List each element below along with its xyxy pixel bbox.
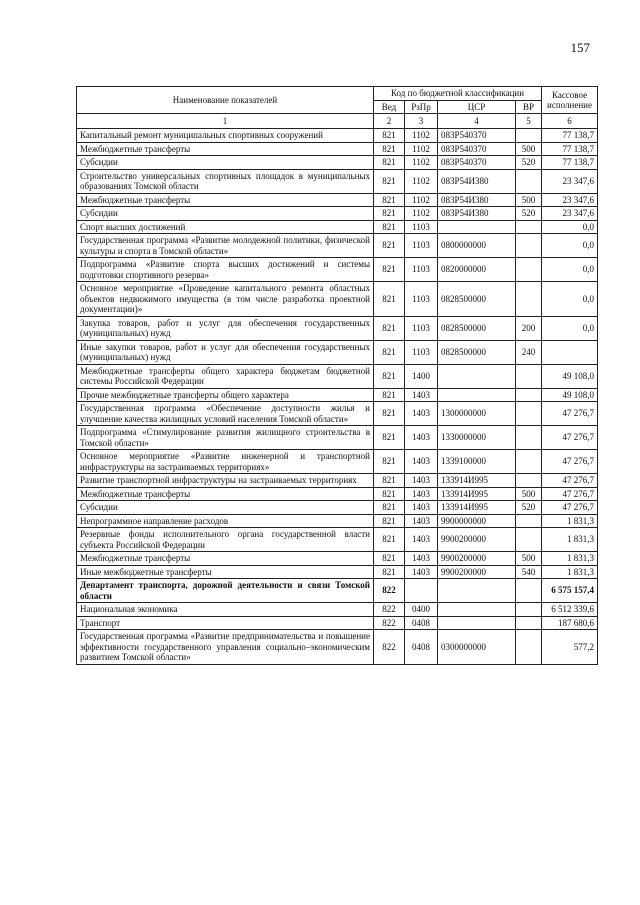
cell-vr <box>516 514 542 528</box>
cell-name: Межбюджетные трансферты <box>77 487 374 501</box>
cell-amount: 1 831,3 <box>542 565 598 579</box>
cell-csr <box>438 388 516 402</box>
cell-rzpr: 1403 <box>405 514 438 528</box>
cell-vr: 500 <box>516 142 542 156</box>
cell-rzpr: 0408 <box>405 630 438 665</box>
table-row <box>77 514 598 528</box>
cell-amount: 0,0 <box>542 234 598 258</box>
cell-csr <box>438 220 516 234</box>
cell-ved: 822 <box>374 579 405 603</box>
cell-vr: 520 <box>516 207 542 221</box>
cell-csr: 9900200000 <box>438 528 516 552</box>
cell-name: Закупка товаров, работ и услуг для обеспечения государственных (муниципальных) нужд <box>77 316 374 340</box>
cell-csr: 1300000000 <box>438 402 516 426</box>
cell-rzpr: 1103 <box>405 220 438 234</box>
table-row <box>77 402 598 426</box>
cell-csr: 0800000000 <box>438 234 516 258</box>
cell-amount: 47 276,7 <box>542 450 598 474</box>
cell-ved: 821 <box>374 402 405 426</box>
cell-vr: 540 <box>516 565 542 579</box>
cell-rzpr: 1403 <box>405 528 438 552</box>
cell-amount: 0,0 <box>542 316 598 340</box>
table-row <box>77 616 598 630</box>
cell-vr <box>516 169 542 193</box>
cell-name: Транспорт <box>77 616 374 630</box>
cell-csr: 0828500000 <box>438 316 516 340</box>
table-row <box>77 142 598 156</box>
header-rzpr: РзПр <box>405 100 438 114</box>
cell-name: Субсидии <box>77 207 374 221</box>
table-row <box>77 234 598 258</box>
table-body <box>77 129 598 665</box>
table-row <box>77 552 598 566</box>
cell-rzpr: 1102 <box>405 156 438 170</box>
header-vr: ВР <box>516 100 542 114</box>
cell-name: Непрограммное направление расходов <box>77 514 374 528</box>
cell-vr <box>516 616 542 630</box>
cell-csr <box>438 603 516 617</box>
cell-name: Иные закупки товаров, работ и услуг для обеспечения государственных (муниципальных) нужд <box>77 340 374 364</box>
cell-amount: 47 276,7 <box>542 487 598 501</box>
cell-amount: 77 138,7 <box>542 142 598 156</box>
cell-amount: 47 276,7 <box>542 402 598 426</box>
header-ved: Вед <box>374 100 405 114</box>
cell-ved: 821 <box>374 129 405 143</box>
table-row <box>77 316 598 340</box>
cell-ved: 821 <box>374 426 405 450</box>
table-row <box>77 528 598 552</box>
table-row <box>77 579 598 603</box>
cell-amount: 47 276,7 <box>542 501 598 515</box>
cell-amount: 1 831,3 <box>542 514 598 528</box>
table-row <box>77 501 598 515</box>
column-number: 4 <box>438 114 516 129</box>
cell-name: Государственная программа «Развитие предпринимательства и повышение эффективности государственного управления социально–экономическим развитием Томской области» <box>77 630 374 665</box>
cell-ved: 821 <box>374 156 405 170</box>
cell-rzpr: 1102 <box>405 142 438 156</box>
budget-table <box>76 86 598 665</box>
cell-rzpr: 1400 <box>405 364 438 388</box>
cell-name: Межбюджетные трансферты общего характера бюджетам бюджетной системы Российской Федерации <box>77 364 374 388</box>
cell-amount: 6 575 157,4 <box>542 579 598 603</box>
cell-name: Департамент транспорта, дорожной деятельности и связи Томской области <box>77 579 374 603</box>
table-row <box>77 388 598 402</box>
cell-rzpr: 1403 <box>405 426 438 450</box>
cell-rzpr: 1103 <box>405 340 438 364</box>
table-row <box>77 630 598 665</box>
cell-amount: 23 347,6 <box>542 193 598 207</box>
cell-vr <box>516 258 542 282</box>
cell-ved: 821 <box>374 316 405 340</box>
cell-csr: 9900200000 <box>438 565 516 579</box>
cell-amount: 1 831,3 <box>542 528 598 552</box>
cell-amount: 6 512 339,6 <box>542 603 598 617</box>
cell-rzpr: 1102 <box>405 129 438 143</box>
column-number: 6 <box>542 114 598 129</box>
cell-rzpr: 1102 <box>405 207 438 221</box>
table-row <box>77 450 598 474</box>
cell-vr <box>516 234 542 258</box>
cell-ved: 821 <box>374 142 405 156</box>
cell-ved: 821 <box>374 258 405 282</box>
cell-name: Развитие транспортной инфраструктуры на застраиваемых территориях <box>77 474 374 488</box>
cell-rzpr: 1103 <box>405 234 438 258</box>
table-row <box>77 220 598 234</box>
cell-csr: 133914И995 <box>438 474 516 488</box>
table-row <box>77 207 598 221</box>
column-number-row <box>77 114 598 129</box>
cell-ved: 821 <box>374 565 405 579</box>
cell-csr: 083Р540370 <box>438 156 516 170</box>
column-number: 2 <box>374 114 405 129</box>
cell-name: Субсидии <box>77 156 374 170</box>
cell-amount: 0,0 <box>542 220 598 234</box>
cell-csr: 083Р540370 <box>438 129 516 143</box>
cell-rzpr: 1403 <box>405 552 438 566</box>
cell-amount <box>542 340 598 364</box>
cell-ved: 821 <box>374 487 405 501</box>
cell-rzpr: 1403 <box>405 487 438 501</box>
header-csr: ЦСР <box>438 100 516 114</box>
table-row <box>77 169 598 193</box>
cell-rzpr: 1403 <box>405 565 438 579</box>
cell-amount: 0,0 <box>542 258 598 282</box>
cell-vr <box>516 220 542 234</box>
header-code-group: Код по бюджетной классификации <box>374 87 542 101</box>
cell-amount: 47 276,7 <box>542 474 598 488</box>
cell-rzpr: 1102 <box>405 193 438 207</box>
cell-rzpr: 1403 <box>405 402 438 426</box>
cell-amount: 49 108,0 <box>542 364 598 388</box>
cell-name: Основное мероприятие «Развитие инженерной и транспортной инфраструктуры на застраиваемых территориях» <box>77 450 374 474</box>
cell-name: Строительство универсальных спортивных площадок в муниципальных образованиях Томской области <box>77 169 374 193</box>
cell-vr: 500 <box>516 552 542 566</box>
cell-csr: 083Р54И380 <box>438 207 516 221</box>
cell-ved: 822 <box>374 616 405 630</box>
cell-amount: 187 680,6 <box>542 616 598 630</box>
cell-rzpr: 0408 <box>405 616 438 630</box>
cell-name: Межбюджетные трансферты <box>77 552 374 566</box>
cell-vr <box>516 630 542 665</box>
table-row <box>77 603 598 617</box>
cell-ved: 821 <box>374 501 405 515</box>
page-number: 157 <box>570 40 590 55</box>
cell-ved: 821 <box>374 552 405 566</box>
table-row <box>77 193 598 207</box>
cell-rzpr: 1403 <box>405 474 438 488</box>
cell-name: Государственная программа «Обеспечение доступности жилья и улучшение качества жилищных условий населения Томской области» <box>77 402 374 426</box>
cell-csr: 133914И995 <box>438 487 516 501</box>
cell-csr: 1339100000 <box>438 450 516 474</box>
cell-csr <box>438 579 516 603</box>
cell-amount: 49 108,0 <box>542 388 598 402</box>
cell-csr: 083Р540370 <box>438 142 516 156</box>
cell-ved: 821 <box>374 282 405 317</box>
cell-amount: 47 276,7 <box>542 426 598 450</box>
cell-csr: 133914И995 <box>438 501 516 515</box>
cell-name: Прочие межбюджетные трансферты общего характера <box>77 388 374 402</box>
cell-ved: 821 <box>374 388 405 402</box>
cell-rzpr: 1103 <box>405 258 438 282</box>
cell-vr <box>516 388 542 402</box>
cell-vr <box>516 129 542 143</box>
table-row <box>77 426 598 450</box>
table-row <box>77 340 598 364</box>
cell-name: Подпрограмма «Стимулирование развития жилищного строительства в Томской области» <box>77 426 374 450</box>
cell-ved: 821 <box>374 514 405 528</box>
cell-rzpr: 0400 <box>405 603 438 617</box>
cell-vr <box>516 282 542 317</box>
table-row <box>77 156 598 170</box>
cell-vr: 200 <box>516 316 542 340</box>
cell-rzpr: 1403 <box>405 501 438 515</box>
cell-name: Межбюджетные трансферты <box>77 142 374 156</box>
cell-name: Основное мероприятие «Проведение капитального ремонта областных объектов недвижимого имущества (в том числе разработка проектной документации)» <box>77 282 374 317</box>
cell-name: Межбюджетные трансферты <box>77 193 374 207</box>
cell-vr <box>516 579 542 603</box>
cell-rzpr: 1403 <box>405 450 438 474</box>
cell-vr <box>516 402 542 426</box>
cell-csr: 1330000000 <box>438 426 516 450</box>
cell-rzpr <box>405 579 438 603</box>
cell-vr <box>516 603 542 617</box>
cell-amount: 77 138,7 <box>542 129 598 143</box>
cell-vr: 520 <box>516 156 542 170</box>
cell-csr: 9900000000 <box>438 514 516 528</box>
cell-name: Иные межбюджетные трансферты <box>77 565 374 579</box>
cell-csr: 9900200000 <box>438 552 516 566</box>
cell-csr: 0828500000 <box>438 282 516 317</box>
cell-vr <box>516 450 542 474</box>
cell-vr <box>516 426 542 450</box>
cell-amount: 23 347,6 <box>542 169 598 193</box>
cell-csr: 0820000000 <box>438 258 516 282</box>
cell-csr: 0300000000 <box>438 630 516 665</box>
cell-csr: 083Р54И380 <box>438 169 516 193</box>
cell-vr: 500 <box>516 487 542 501</box>
cell-name: Спорт высших достижений <box>77 220 374 234</box>
cell-amount: 77 138,7 <box>542 156 598 170</box>
cell-vr: 240 <box>516 340 542 364</box>
cell-name: Государственная программа «Развитие молодежной политики, физической культуры и спорта в Томской области» <box>77 234 374 258</box>
cell-ved: 821 <box>374 207 405 221</box>
cell-rzpr: 1102 <box>405 169 438 193</box>
cell-csr: 083Р54И380 <box>438 193 516 207</box>
table-row <box>77 474 598 488</box>
cell-rzpr: 1403 <box>405 388 438 402</box>
header-amount: Кассовое исполнение <box>542 87 598 114</box>
table-row <box>77 282 598 317</box>
cell-name: Субсидии <box>77 501 374 515</box>
cell-name: Капитальный ремонт муниципальных спортивных сооружений <box>77 129 374 143</box>
cell-vr <box>516 474 542 488</box>
cell-amount: 1 831,3 <box>542 552 598 566</box>
column-number: 1 <box>77 114 374 129</box>
column-number: 5 <box>516 114 542 129</box>
cell-vr: 520 <box>516 501 542 515</box>
cell-name: Подпрограмма «Развитие спорта высших достижений и системы подготовки спортивного резерва» <box>77 258 374 282</box>
cell-rzpr: 1103 <box>405 316 438 340</box>
cell-ved: 821 <box>374 220 405 234</box>
cell-ved: 821 <box>374 234 405 258</box>
cell-csr <box>438 364 516 388</box>
cell-vr <box>516 528 542 552</box>
header-name: Наименование показателей <box>77 87 374 114</box>
cell-ved: 821 <box>374 169 405 193</box>
cell-amount: 0,0 <box>542 282 598 317</box>
cell-amount: 577,2 <box>542 630 598 665</box>
cell-vr: 500 <box>516 193 542 207</box>
column-number: 3 <box>405 114 438 129</box>
cell-name: Национальная экономика <box>77 603 374 617</box>
cell-amount: 23 347,6 <box>542 207 598 221</box>
cell-ved: 821 <box>374 193 405 207</box>
cell-csr: 0828500000 <box>438 340 516 364</box>
table-row <box>77 364 598 388</box>
cell-ved: 821 <box>374 364 405 388</box>
cell-ved: 821 <box>374 450 405 474</box>
cell-name: Резервные фонды исполнительного органа государственной власти субъекта Российской Федерации <box>77 528 374 552</box>
cell-vr <box>516 364 542 388</box>
table-row <box>77 129 598 143</box>
cell-rzpr: 1103 <box>405 282 438 317</box>
cell-ved: 821 <box>374 528 405 552</box>
table-row <box>77 487 598 501</box>
cell-ved: 822 <box>374 630 405 665</box>
cell-ved: 822 <box>374 603 405 617</box>
cell-csr <box>438 616 516 630</box>
cell-ved: 821 <box>374 340 405 364</box>
cell-ved: 821 <box>374 474 405 488</box>
table-row <box>77 565 598 579</box>
table-row <box>77 258 598 282</box>
